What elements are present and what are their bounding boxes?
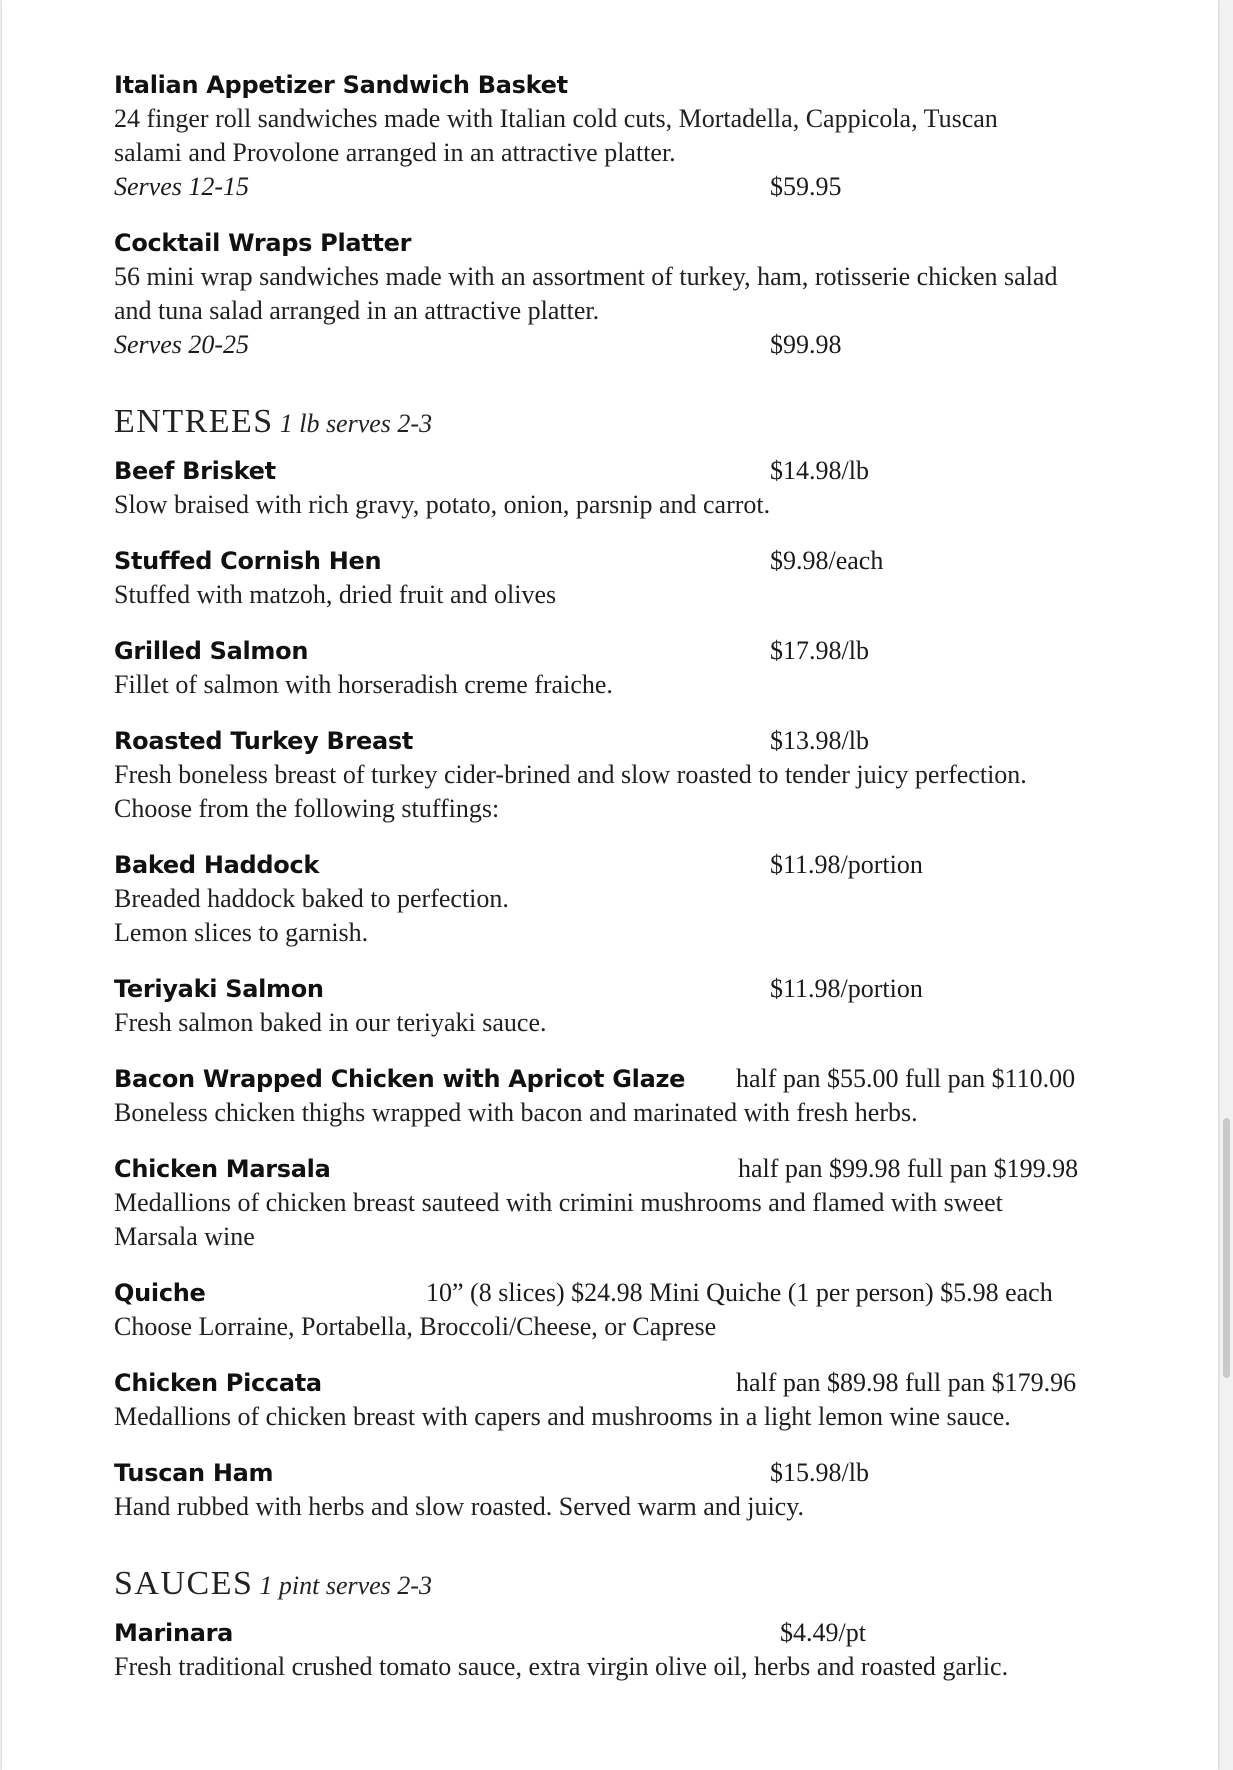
section-note: 1 lb serves 2-3 bbox=[279, 409, 433, 438]
item-description-line: Stuffed with matzoh, dried fruit and olives bbox=[114, 580, 557, 609]
item-price: half pan $55.00 full pan $110.00 bbox=[736, 1064, 1076, 1093]
menu-item-chicken-marsala bbox=[114, 1152, 1154, 1254]
menu-item-italian-appetizer-basket bbox=[114, 68, 1154, 204]
menu-item-grilled-salmon bbox=[114, 634, 1154, 702]
menu-item-beef-brisket bbox=[114, 454, 1154, 522]
item-description-line: 56 mini wrap sandwiches made with an assortment of turkey, ham, rotisserie chicken salad bbox=[114, 262, 1058, 291]
menu-item-cocktail-wraps bbox=[114, 226, 1154, 362]
item-price: $17.98/lb bbox=[770, 636, 869, 665]
item-name: Bacon Wrapped Chicken with Apricot Glaze bbox=[114, 1065, 686, 1093]
item-price: 10” (8 slices) $24.98 Mini Quiche (1 per person) $5.98 each bbox=[426, 1278, 1053, 1307]
section-note: 1 pint serves 2-3 bbox=[259, 1571, 432, 1600]
item-price: $99.98 bbox=[770, 330, 842, 359]
menu-page bbox=[2, 0, 1218, 1770]
item-name: Teriyaki Salmon bbox=[114, 975, 324, 1003]
item-description-line: Fresh salmon baked in our teriyaki sauce. bbox=[114, 1008, 547, 1037]
scrollbar-track[interactable] bbox=[1220, 0, 1233, 1770]
item-description-line: Choose from the following stuffings: bbox=[114, 794, 500, 823]
item-name: Chicken Piccata bbox=[114, 1369, 322, 1397]
item-description-line: Slow braised with rich gravy, potato, onion, parsnip and carrot. bbox=[114, 490, 771, 519]
item-serves: Serves 12-15 bbox=[114, 172, 250, 201]
menu-item-tuscan-ham bbox=[114, 1456, 1154, 1524]
menu-item-roasted-turkey-breast bbox=[114, 724, 1154, 826]
item-price: half pan $89.98 full pan $179.96 bbox=[736, 1368, 1077, 1397]
item-price: $14.98/lb bbox=[770, 456, 869, 485]
entrees-heading bbox=[114, 400, 1154, 444]
menu-item-quiche bbox=[114, 1276, 1154, 1344]
item-description-line: Hand rubbed with herbs and slow roasted. Served warm and juicy. bbox=[114, 1492, 805, 1521]
item-price: $59.95 bbox=[770, 172, 842, 201]
item-description-line: Fresh boneless breast of turkey cider-brined and slow roasted to tender juicy perfection. bbox=[114, 760, 1027, 789]
item-name: Chicken Marsala bbox=[114, 1155, 331, 1183]
item-name: Roasted Turkey Breast bbox=[114, 727, 414, 755]
menu-item-chicken-piccata bbox=[114, 1366, 1154, 1434]
item-name: Tuscan Ham bbox=[114, 1459, 274, 1487]
item-price: $9.98/each bbox=[770, 546, 884, 575]
item-name: Marinara bbox=[114, 1619, 234, 1647]
item-name: Cocktail Wraps Platter bbox=[114, 229, 412, 257]
menu-item-stuffed-cornish-hen bbox=[114, 544, 1154, 612]
item-description-line: Medallions of chicken breast sauteed with crimini mushrooms and flamed with sweet bbox=[114, 1188, 1003, 1217]
item-serves: Serves 20-25 bbox=[114, 330, 250, 359]
menu-content bbox=[114, 68, 1154, 1706]
item-description-line: 24 finger roll sandwiches made with Italian cold cuts, Mortadella, Cappicola, Tuscan bbox=[114, 104, 998, 133]
item-description-line: Boneless chicken thighs wrapped with bacon and marinated with fresh herbs. bbox=[114, 1098, 918, 1127]
scrollbar-thumb[interactable] bbox=[1223, 1118, 1230, 1378]
item-name: Baked Haddock bbox=[114, 851, 320, 879]
item-price: $4.49/pt bbox=[780, 1618, 866, 1647]
item-description-line: Medallions of chicken breast with capers and mushrooms in a light lemon wine sauce. bbox=[114, 1402, 1011, 1431]
item-description-line: Choose Lorraine, Portabella, Broccoli/Cheese, or Caprese bbox=[114, 1312, 717, 1341]
section-title: SAUCES bbox=[114, 1565, 254, 1602]
item-description-line: Fresh traditional crushed tomato sauce, extra virgin olive oil, herbs and roasted garlic. bbox=[114, 1652, 1009, 1681]
item-description-line: and tuna salad arranged in an attractive platter. bbox=[114, 296, 600, 325]
item-description-line: Breaded haddock baked to perfection. bbox=[114, 884, 509, 913]
item-name: Stuffed Cornish Hen bbox=[114, 547, 382, 575]
item-description-line: Lemon slices to garnish. bbox=[114, 918, 369, 947]
menu-item-teriyaki-salmon bbox=[114, 972, 1154, 1040]
item-description-line: salami and Provolone arranged in an attractive platter. bbox=[114, 138, 676, 167]
section-title: ENTREES bbox=[114, 403, 274, 440]
item-description-line: Fillet of salmon with horseradish creme fraiche. bbox=[114, 670, 613, 699]
item-name: Quiche bbox=[114, 1279, 206, 1307]
item-description-line: Marsala wine bbox=[114, 1222, 255, 1251]
item-price: $15.98/lb bbox=[770, 1458, 869, 1487]
menu-item-baked-haddock bbox=[114, 848, 1154, 950]
item-price: half pan $99.98 full pan $199.98 bbox=[738, 1154, 1079, 1183]
menu-item-bacon-wrapped-chicken bbox=[114, 1062, 1154, 1130]
menu-item-marinara bbox=[114, 1616, 1154, 1684]
item-price: $11.98/portion bbox=[770, 974, 923, 1003]
item-price: $13.98/lb bbox=[770, 726, 869, 755]
item-name: Grilled Salmon bbox=[114, 637, 309, 665]
sauces-heading bbox=[114, 1562, 1154, 1606]
item-name: Beef Brisket bbox=[114, 457, 276, 485]
item-price: $11.98/portion bbox=[770, 850, 923, 879]
item-name: Italian Appetizer Sandwich Basket bbox=[114, 71, 568, 99]
